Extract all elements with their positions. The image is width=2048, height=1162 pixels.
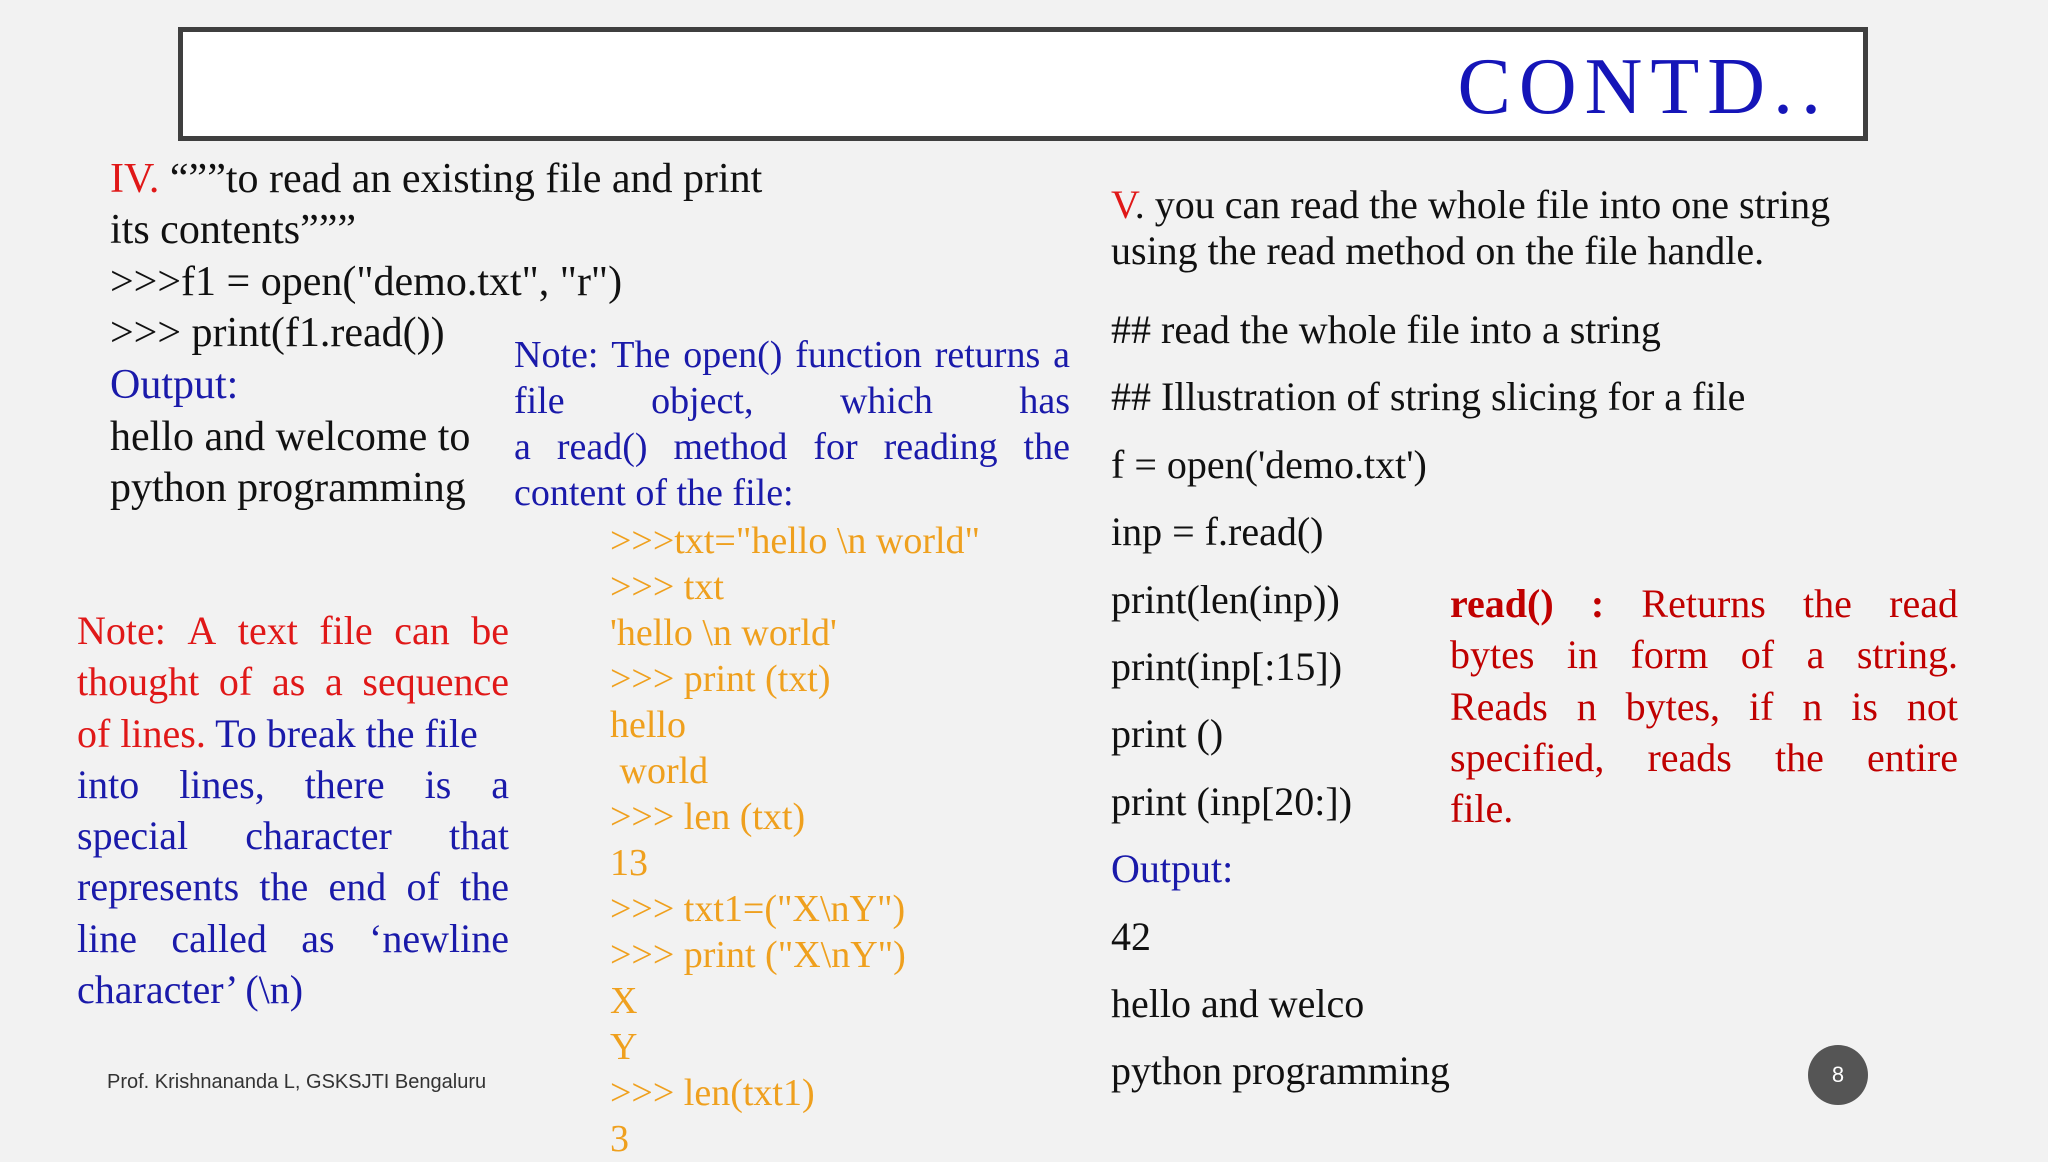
section5-code-line: print(inp[:15])	[1111, 644, 1343, 690]
section5-code-line: print (inp[20:])	[1111, 778, 1353, 824]
section5-heading	[1111, 182, 1831, 227]
section4-heading-text: “””to read an existing file and print	[159, 156, 763, 202]
note-text-line: character’ (\n)	[77, 967, 304, 1013]
footer-author: Prof. Krishnananda L, GSKSJTI Bengaluru	[107, 1071, 487, 1093]
code-line: >>> txt1=("X\nY")	[610, 888, 906, 930]
code-line: 'hello \n world'	[610, 612, 837, 654]
code-line: X	[610, 980, 638, 1022]
note-text-line: represents the end of the	[77, 864, 509, 910]
section5-numeral: V	[1111, 182, 1135, 227]
read-note-line: file.	[1450, 786, 1514, 832]
section5-output-line: hello and welco	[1111, 981, 1365, 1027]
note-text-file	[77, 605, 509, 1015]
note-open-line: a read() method for reading the	[514, 426, 1070, 468]
note-text-line: of lines. To break the file	[77, 710, 478, 756]
code-line: 3	[610, 1118, 629, 1160]
code-line: >>> len (txt)	[610, 796, 806, 838]
code-line: hello	[610, 704, 686, 746]
read-method-note	[1450, 578, 1958, 834]
code-line: >>> print (txt)	[610, 658, 831, 700]
page-number-badge: 8	[1808, 1045, 1868, 1105]
code-line: Y	[610, 1026, 638, 1068]
note-text-line: into lines, there is a	[77, 761, 509, 807]
note-text-line: thought of as a sequence	[77, 659, 509, 705]
code-line: >>>txt="hello \n world"	[610, 520, 981, 562]
read-note-line: bytes in form of a string.	[1450, 632, 1958, 678]
read-note-line: Reads n bytes, if n is not	[1450, 683, 1958, 729]
section4-heading-line2: its contents”””	[110, 207, 357, 253]
section5-code-line: print(len(inp))	[1111, 576, 1340, 622]
note-open-line: Note: The open() function returns a	[514, 334, 1070, 376]
code-line: >>> txt	[610, 566, 724, 608]
code-example-column	[610, 518, 980, 1162]
section4-code-open: >>>f1 = open("demo.txt", "r")	[110, 259, 623, 305]
code-line: >>> len(txt1)	[610, 1072, 815, 1114]
code-line: 13	[610, 842, 648, 884]
note-text-line: special character that	[77, 813, 509, 859]
section5-code-line: ## Illustration of string slicing for a file	[1111, 374, 1746, 420]
section4-heading	[110, 158, 762, 200]
section4-code-print: >>> print(f1.read())	[110, 310, 445, 356]
section5-code-line: print ()	[1111, 711, 1224, 757]
section5-output-line: 42	[1111, 913, 1151, 959]
section4-output-line2: python programming	[110, 465, 466, 511]
section4-output-label: Output:	[110, 362, 239, 408]
section5-heading-text: . you can read the whole file into one string	[1134, 182, 1831, 227]
section4-numeral: IV.	[110, 156, 160, 202]
section5-code-line: f = open('demo.txt')	[1111, 441, 1427, 487]
code-line: >>> print ("X\nY")	[610, 934, 906, 976]
section5-output-line: python programming	[1111, 1048, 1450, 1094]
section5-heading-line2: using the read method on the file handle.	[1111, 228, 1765, 273]
code-line: world	[610, 750, 709, 792]
read-note-line: specified, reads the entire	[1450, 734, 1958, 780]
note-text-line: Note: A text file can be	[77, 608, 509, 653]
note-open-line: file object, which has	[514, 380, 1070, 422]
note-text-line: line called as ‘newline	[77, 915, 509, 961]
title-box	[178, 27, 1868, 141]
section5-code-line: inp = f.read()	[1111, 509, 1324, 555]
note-open-function	[514, 332, 1070, 516]
note-open-line: content of the file:	[514, 472, 794, 514]
section4-output-line1: hello and welcome to	[110, 414, 471, 460]
slide-title: CONTD..	[1457, 43, 1829, 131]
read-note-line: read() : Returns the read	[1450, 581, 1958, 626]
section5-output-label: Output:	[1111, 846, 1234, 892]
section5-code-line: ## read the whole file into a string	[1111, 307, 1661, 352]
